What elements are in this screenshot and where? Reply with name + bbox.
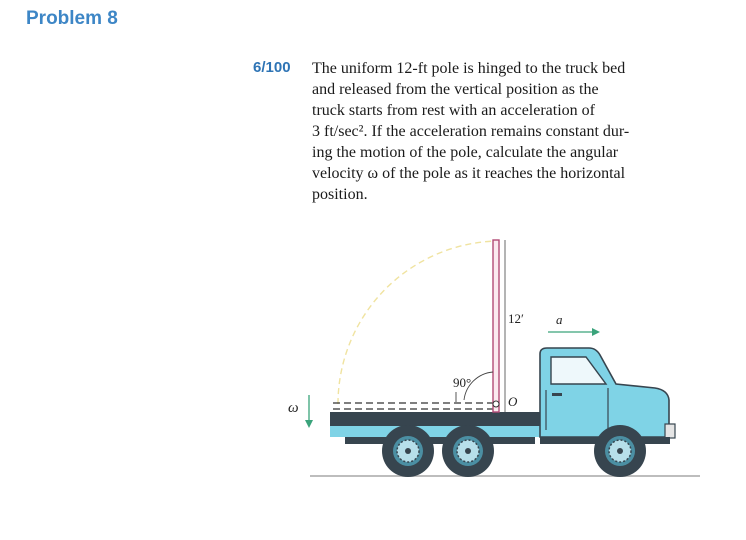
omega-label: ω (288, 400, 299, 416)
pole (493, 240, 499, 412)
front-bumper (665, 424, 675, 438)
swing-arc (338, 241, 497, 404)
angle-label: 90° (453, 375, 472, 390)
rear-wheel-right (442, 425, 494, 477)
problem-heading: Problem 8 (26, 8, 118, 29)
statement-line: ing the motion of the pole, calculate the angular (312, 144, 619, 161)
hinge-pin (493, 401, 499, 407)
truck-bed-underside (345, 437, 535, 444)
front-wheel (594, 425, 646, 477)
door-handle (552, 393, 562, 396)
omega-arrowhead (305, 420, 313, 428)
pole-length-label: 12′ (508, 311, 524, 326)
statement-line: 3 ft/sec². If the acceleration remains constant dur- (312, 123, 630, 140)
problem-number: 6/100 (253, 59, 291, 76)
statement-line: truck starts from rest with an acceleration of (312, 102, 595, 119)
truck-bed (330, 412, 545, 426)
rear-wheel-left (382, 425, 434, 477)
statement-line: The uniform 12-ft pole is hinged to the truck bed (312, 60, 626, 77)
statement-line: velocity ω of the pole as it reaches the horizontal (312, 165, 626, 182)
acceleration-arrowhead (592, 328, 600, 336)
truck-bed-deck (330, 426, 545, 437)
statement-line: position. (312, 186, 368, 203)
hinge-label: O (508, 394, 518, 409)
acceleration-label: a (556, 312, 563, 327)
statement-line: and released from the vertical position as the (312, 81, 599, 98)
